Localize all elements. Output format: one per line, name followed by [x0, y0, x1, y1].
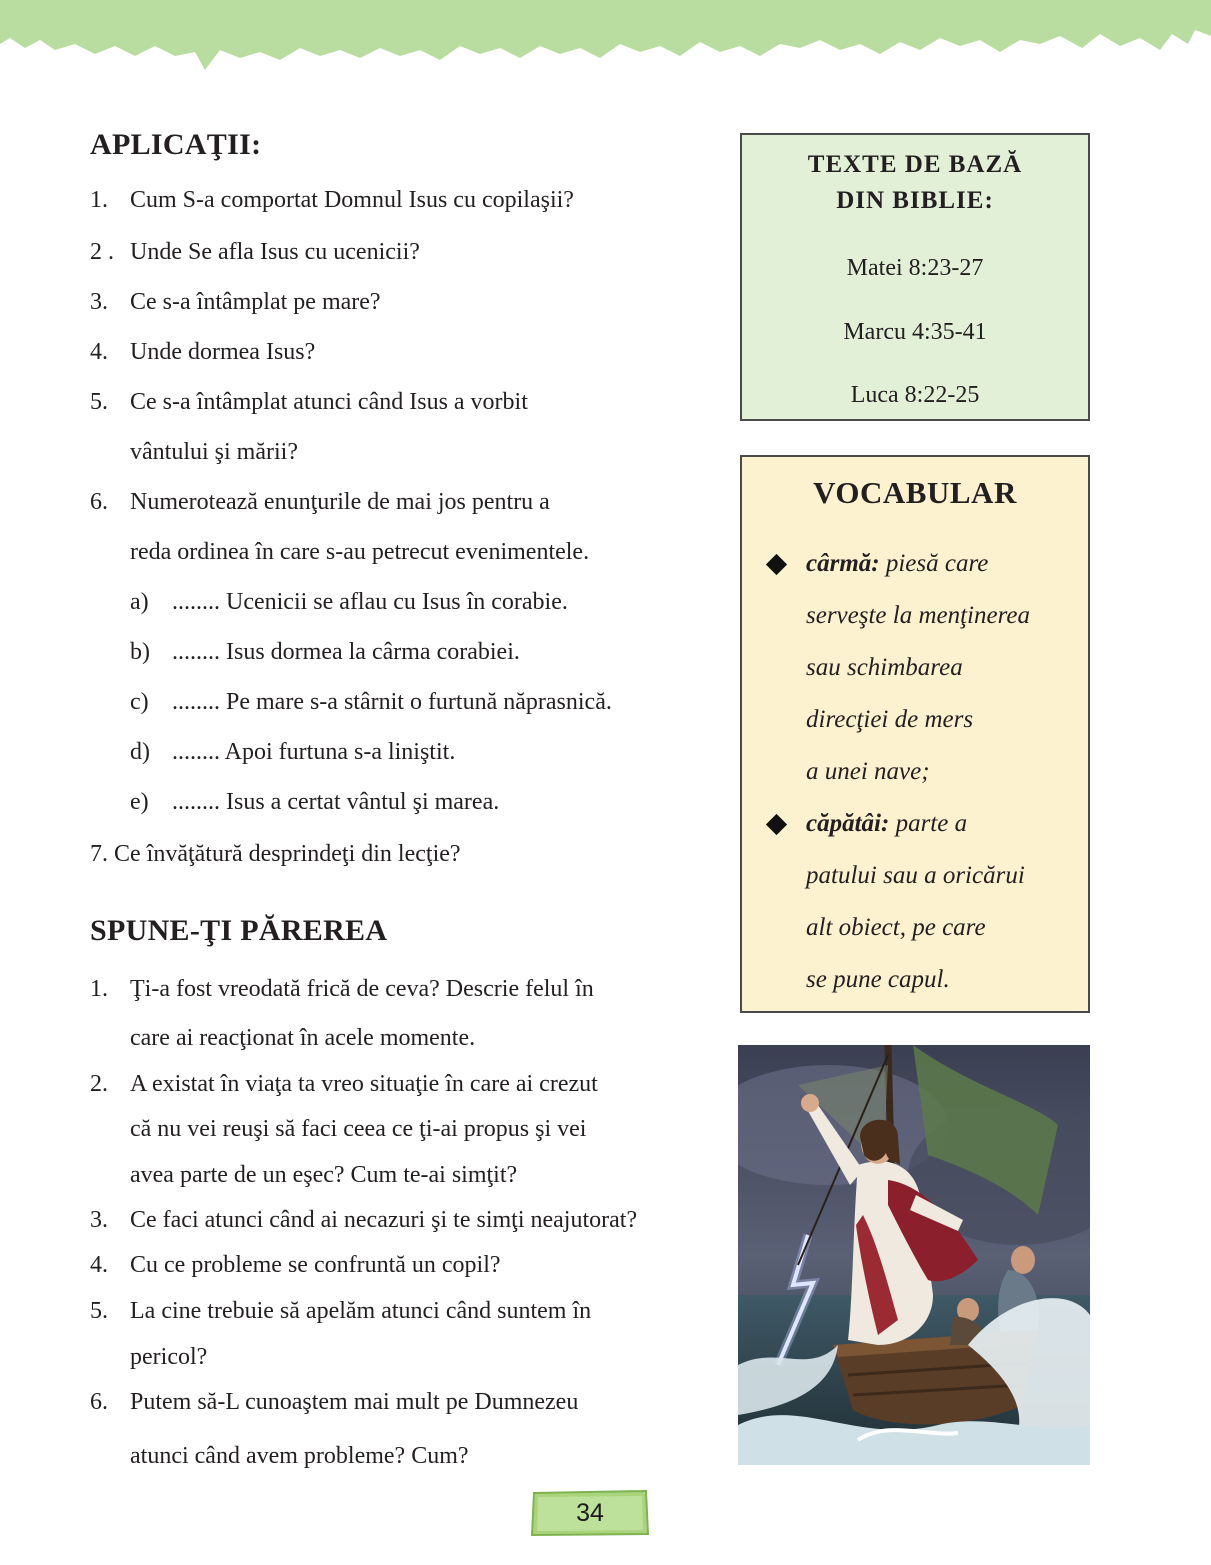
vocabulary-box	[740, 455, 1090, 1013]
bible-ref-marcu: Marcu 4:35-41	[843, 319, 987, 345]
vocabulary-title: VOCABULAR	[813, 475, 1017, 510]
diamond-bullet-icon	[766, 554, 787, 575]
top-decorative-band	[0, 0, 1211, 80]
spune-heading: SPUNE-ŢI PĂREREA	[90, 914, 388, 947]
vocab-definition-line: a unei nave;	[806, 758, 930, 785]
bible-texts-title-line-2: DIN BIBLIE:	[836, 187, 994, 214]
page-number-badge	[530, 1490, 650, 1536]
vocab-definition-line: alt obiect, pe care	[806, 914, 986, 941]
aplicatii-heading: APLICAŢII:	[90, 128, 262, 161]
storm-boat-illustration	[738, 1045, 1090, 1465]
bible-texts-title-line-1: TEXTE DE BAZĂ	[807, 151, 1023, 178]
vocab-definition-line: serveşte la menţinerea	[806, 602, 1030, 629]
vocab-entry-capatai: căpătâi: parte a	[806, 810, 968, 837]
vocab-definition-line: sau schimbarea	[806, 654, 963, 681]
vocab-definition-line: patului sau a oricărui	[806, 862, 1025, 889]
vocab-term: cârmă:	[806, 550, 880, 577]
bible-ref-luca: Luca 8:22-25	[850, 382, 980, 408]
vocab-definition-line: direcţiei de mers	[806, 706, 974, 733]
question-7: 7. Ce învăţătură desprindeţi din lecţie?	[90, 841, 461, 867]
bible-texts-box	[740, 133, 1090, 421]
vocab-term: căpătâi:	[806, 810, 890, 837]
page-number: 34	[576, 1499, 604, 1527]
diamond-bullet-icon	[766, 814, 787, 835]
bible-ref-matei: Matei 8:23-27	[846, 255, 984, 281]
vocab-entry-carma: cârmă: piesă care	[806, 550, 989, 577]
vocab-definition-line: se pune capul.	[806, 966, 950, 993]
